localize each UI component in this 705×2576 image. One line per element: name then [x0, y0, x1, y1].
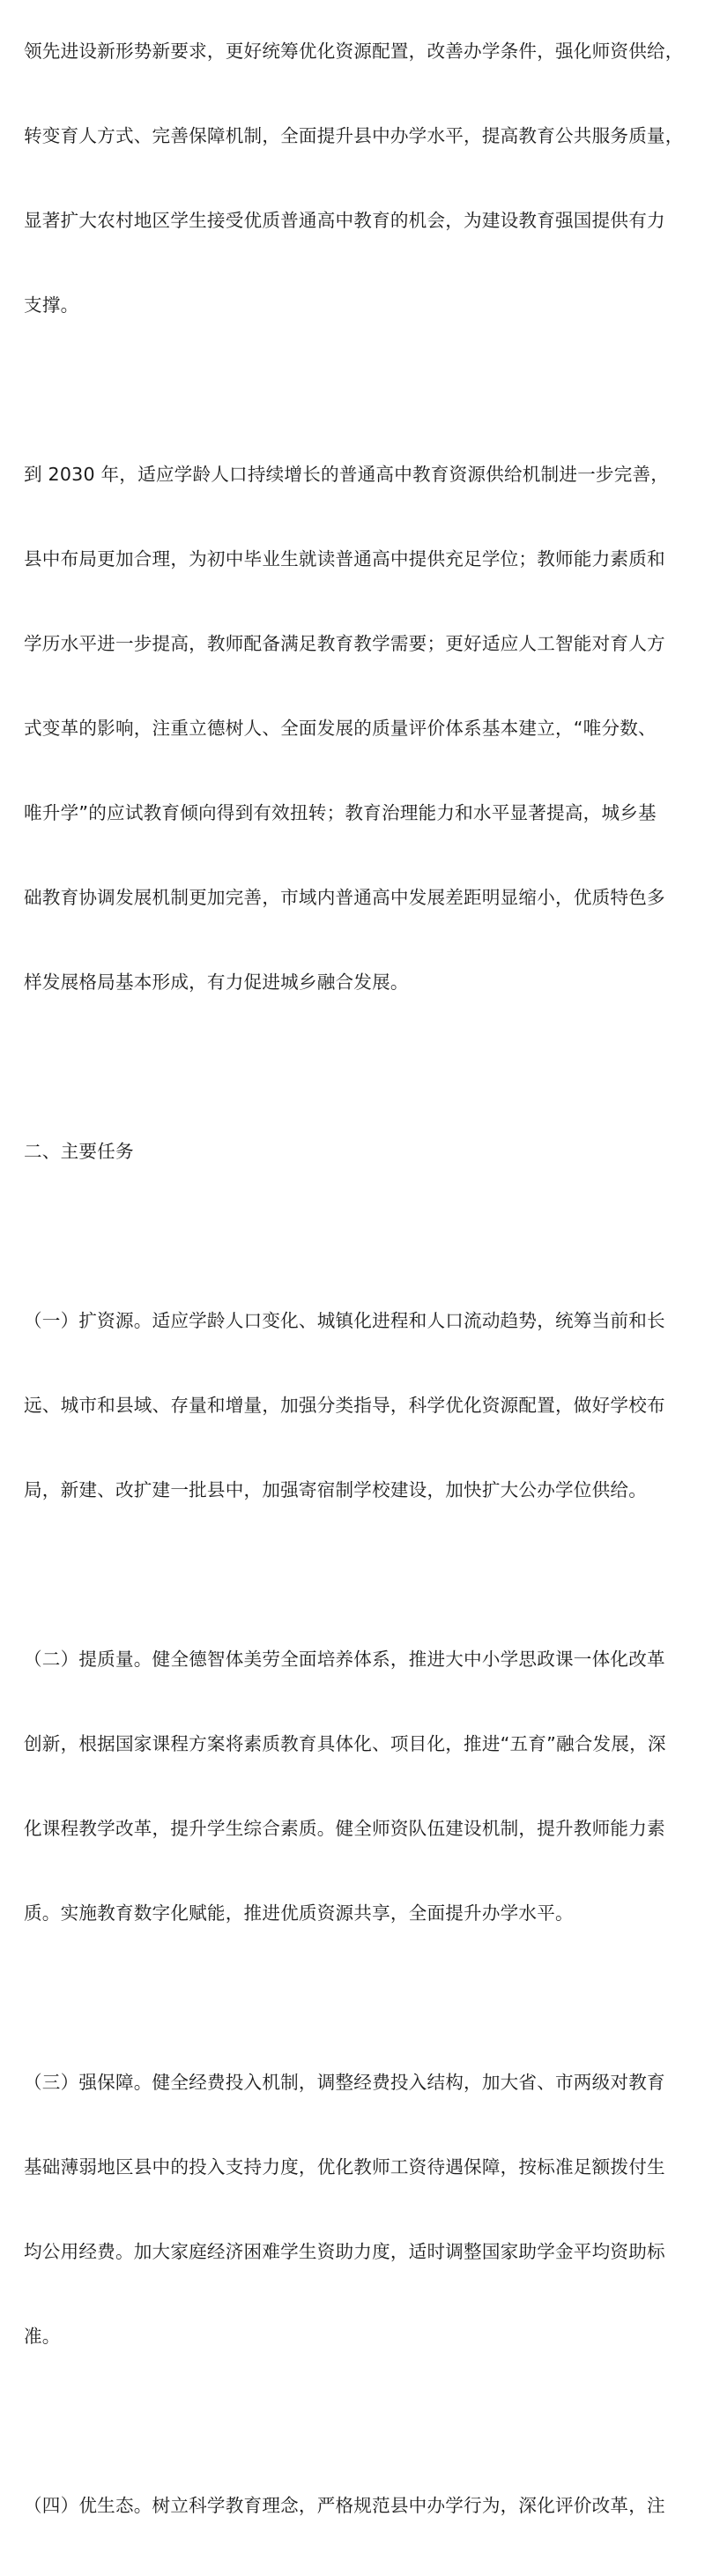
text-line: 县中布局更加合理，为初中毕业生就读普通高中提供充足学位；教师能力素质和 — [24, 548, 665, 570]
text-line: 质。实施教育数字化赋能，推进优质资源共享，全面提升办学水平。 — [24, 1902, 574, 1924]
text-line: （二）提质量。健全德智体美劳全面培养体系，推进大中小学思政课一体化改革 — [24, 1649, 665, 1670]
paragraph-gap — [0, 1984, 705, 2012]
text-line: 到 2030 年，适应学龄人口持续增长的普通高中教育资源供给机制进一步完善， — [24, 464, 670, 485]
text-line: 样发展格局基本形成，有力促进城乡融合发展。 — [24, 972, 409, 993]
text-line: （四）优生态。树立科学教育理念，严格规范县中办学行为，深化评价改革，注 — [24, 2495, 665, 2516]
paragraph-goal-2030 — [24, 404, 683, 1053]
text-line: 学历水平进一步提高，教师配备满足教育教学需要；更好适应人工智能对育人方 — [24, 633, 665, 654]
text-line: （一）扩资源。适应学龄人口变化、城镇化进程和人口流动趋势，统筹当前和长 — [24, 1310, 665, 1331]
paragraph-intro-tail — [24, 0, 683, 376]
text-line: 准。 — [24, 2326, 61, 2347]
section-heading — [24, 1081, 683, 1222]
text-line: 远、城市和县域、存量和增量，加强分类指导，科学优化资源配置，做好学校布 — [24, 1395, 665, 1416]
paragraph-gap — [0, 2407, 705, 2435]
text-line: 支撑。 — [24, 294, 79, 316]
text-line: 式变革的影响，注重立德树人、全面发展的质量评价体系基本建立，“唯分数、 — [24, 718, 657, 739]
paragraph-gap — [0, 1222, 705, 1250]
text-line: 局，新建、改扩建一批县中，加强寄宿制学校建设，加快扩大公办学位供给。 — [24, 1479, 647, 1500]
text-line: （三）强保障。健全经费投入机制，调整经费投入结构，加大省、市两级对教育 — [24, 2072, 665, 2093]
heading-text: 二、主要任务 — [24, 1141, 134, 1162]
paragraph-gap — [0, 1560, 705, 1589]
paragraph-task-2 — [24, 1589, 683, 1984]
text-line: 基础薄弱地区县中的投入支持力度，优化教师工资待遇保障，按标准足额拨付生 — [24, 2156, 665, 2178]
text-line: 均公用经费。加大家庭经济困难学生资助力度，适时调整国家助学金平均资助标 — [24, 2241, 665, 2262]
paragraph-task-1 — [24, 1250, 683, 1560]
text-line: 础教育协调发展机制更加完善，市域内普通高中发展差距明显缩小，优质特色多 — [24, 887, 665, 908]
paragraph-task-3 — [24, 2012, 683, 2407]
text-line: 化课程教学改革，提升学生综合素质。健全师资队伍建设机制，提升教师能力素 — [24, 1818, 665, 1839]
text-line: 转变育人方式、完善保障机制，全面提升县中办学水平，提高教育公共服务质量， — [24, 125, 684, 146]
paragraph-gap — [0, 1053, 705, 1081]
text-line: 创新，根据国家课程方案将素质教育具体化、项目化，推进“五育”融合发展，深 — [24, 1733, 666, 1754]
text-line: 领先进设新形势新要求，更好统筹优化资源配置，改善办学条件，强化师资供给， — [24, 41, 684, 62]
paragraph-task-4 — [24, 2435, 683, 2576]
paragraph-gap — [0, 376, 705, 404]
text-line: 显著扩大农村地区学生接受优质普通高中教育的机会，为建设教育强国提供有力 — [24, 210, 665, 231]
text-line: 唯升学”的应试教育倾向得到有效扭转；教育治理能力和水平显著提高，城乡基 — [24, 802, 657, 823]
